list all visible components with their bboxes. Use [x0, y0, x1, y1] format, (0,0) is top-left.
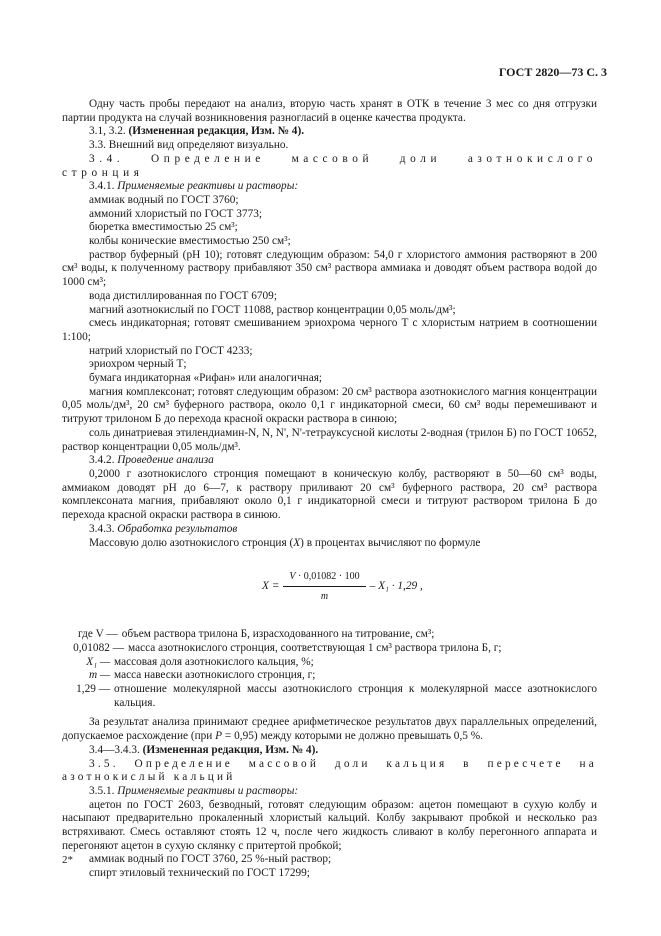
clause-number: 3.5.1. [89, 784, 115, 797]
clause-number: 3.1, 3.2. [89, 125, 126, 138]
clause-number: 3.4.2. [89, 454, 115, 467]
paragraph [62, 125, 597, 139]
variable: X [293, 536, 301, 549]
paragraph [62, 785, 597, 799]
paragraph: 0,2000 г азотнокислого стронция помещают в коническую колбу, растворяют в 50—60 см³ воды, аммиаком доводят рН до 6—7, к раствору приливают 20 см³ буферного раствора, 20 см³ раствора комплексоната магния, прибавляют около 0,1 г индикаторной смеси и титруют раствором трилона Б до перехода красной окраски раствора в синюю. [62, 467, 597, 522]
definition-row [62, 683, 597, 710]
text-run: За результат анализа принимают среднее арифметическое результатов двух параллельных определений, допускаемое расхождение (при [62, 716, 597, 743]
definition-text: масса азотнокислого стронция, соответствующая 1 см³ раствора трилона Б, г; [128, 641, 502, 654]
paragraph: Одну часть пробы передают на анализ, вторую часть хранят в ОТК в течение 3 мес со дня отгрузки партии продукта на случай возникновения разногласий в оценке качества продукта. [62, 98, 597, 124]
paragraph [62, 537, 597, 551]
subsection-title: Обработка результатов [117, 522, 238, 535]
subsection-title: Применяемые реактивы и растворы: [117, 784, 299, 797]
formula-fraction [283, 570, 365, 603]
reagent-item: раствор буферный (рН 10); готовят следующим образом: 54,0 г хлористого аммония растворяют в 200 см³ воды, к полученному раствору прибавляют 350 см³ раствора аммиака и доводят объем раствора водой до 1000 см³; [62, 248, 597, 289]
formula [62, 564, 597, 624]
revision-note: (Измененная редакция, Изм. № 4). [128, 125, 305, 138]
definition-text: отношение молекулярной массы азотнокислого стронция к молекулярной массе азотнокислого кальция. [114, 683, 597, 709]
formula-denominator: m [320, 590, 329, 602]
definition-term: где V — [78, 628, 118, 641]
reagent-item: эриохром черный Т; [89, 358, 187, 371]
definition-row [62, 656, 597, 670]
clause-number: 3.4.1. [89, 180, 115, 193]
text-run: ) в процентах вычисляют по формуле [300, 536, 481, 549]
formula-numerator-variable: V [289, 571, 296, 583]
paragraph [62, 523, 597, 537]
definition-row [0, 642, 597, 656]
formula-numerator: · 0,01082 · 100 [295, 571, 360, 583]
footer-mark: 2* [62, 854, 73, 866]
definition-text: массовая доля азотнокислого кальция, %; [114, 655, 314, 668]
definition-row [62, 628, 597, 642]
variable: P [215, 730, 223, 743]
definition-term: m — [88, 669, 110, 682]
formula-definitions [62, 628, 597, 710]
text-run: Массовую долю азотнокислого стронция ( [89, 536, 294, 549]
reagent-item: колбы конические вместимостью 250 см³; [89, 235, 291, 248]
reagent-item: ацетон по ГОСТ 2603, безводный, готовят следующим образом: ацетон помещают в сухую колбу и насыпают предварительно прокаленный хлористый кальций. Колбу закрывают пробкой и несколько раз встряхивают. Смесь оставляют стоять 12 ч, после чего жидкость сливают в колбу перегонного аппарата и перегоняют ацетон в сухую склянку с притертой пробкой; [62, 798, 597, 852]
subsection-title: Применяемые реактивы и растворы: [117, 180, 299, 193]
clause-number: 3.4.3. [89, 522, 115, 535]
reagent-item: аммоний хлористый по ГОСТ 3773; [89, 207, 263, 220]
subsection-title: Проведение анализа [117, 454, 214, 467]
definition-term: 0,01082 — [73, 641, 124, 654]
page-header: ГОСТ 2820—73 С. 3 [498, 65, 607, 79]
reagent-item: вода дистиллированная по ГОСТ 6709; [89, 289, 277, 302]
reagent-item: бюретка вместимостью 25 см³; [89, 221, 238, 234]
paragraph [62, 744, 597, 758]
reagent-item: смесь индикаторная; готовят смешиванием эриохрома черного Т с хлористым натрием в соотношении 1:100; [62, 317, 597, 343]
reagent-item: аммиак водный по ГОСТ 3760; [89, 193, 239, 206]
formula-rest: – X₁ · 1,29 , [369, 580, 423, 593]
reagent-item: бумага индикаторная «Рифан» или аналогичная; [89, 372, 323, 385]
paragraph [62, 454, 597, 468]
paragraph [62, 716, 597, 743]
formula-lhs: X = [262, 580, 280, 593]
reagent-item: аммиак водный по ГОСТ 3760, 25 %-ный раствор; [89, 853, 332, 866]
document-body [62, 98, 597, 881]
definition-text: масса навески азотнокислого стронция, г; [114, 669, 316, 682]
definition-row [62, 669, 597, 683]
definition-term: X₁ — [86, 655, 110, 668]
reagent-item: магния комплексонат; готовят следующим образом: 20 см³ раствора азотнокислого магния концентрации 0,05 моль/дм³, 20 см³ буферного раствора, около 0,1 г индикаторной смеси, 60 см³ воды перемешивают и титруют трилоном Б до перехода красной окраски раствора в синюю; [62, 385, 597, 426]
paragraph: 3.3. Внешний вид определяют визуально. [89, 139, 289, 152]
definition-text: объем раствора трилона Б, израсходованного на титрование, см³; [121, 628, 435, 641]
reagent-item: натрий хлористый по ГОСТ 4233; [89, 344, 253, 357]
revision-note: (Измененная редакция, Изм. № 4). [142, 743, 319, 756]
reagent-item: магний азотнокислый по ГОСТ 11088, раствор концентрации 0,05 моль/дм³; [89, 303, 456, 316]
clause-number: 3.4—3.4.3. [89, 743, 140, 756]
paragraph [62, 180, 597, 194]
reagent-item: соль динатриевая этилендиамин-N, N, N', N'-тетрауксусной кислоты 2-водная (трилон Б) по ГОСТ 10652, раствор концентрации 0,05 моль/дм³. [62, 426, 597, 453]
section-heading: 3.5. Определение массовой доли кальция в пересчете на азотнокислый кальций [62, 757, 597, 784]
definition-term: 1,29 — [76, 683, 110, 696]
section-heading: 3.4. Определение массовой доли азотнокислого стронция [62, 152, 597, 179]
text-run: = 0,95) между которыми не должно превышать 0,5 %. [222, 730, 483, 743]
reagent-item: спирт этиловый технический по ГОСТ 17299; [89, 867, 310, 880]
